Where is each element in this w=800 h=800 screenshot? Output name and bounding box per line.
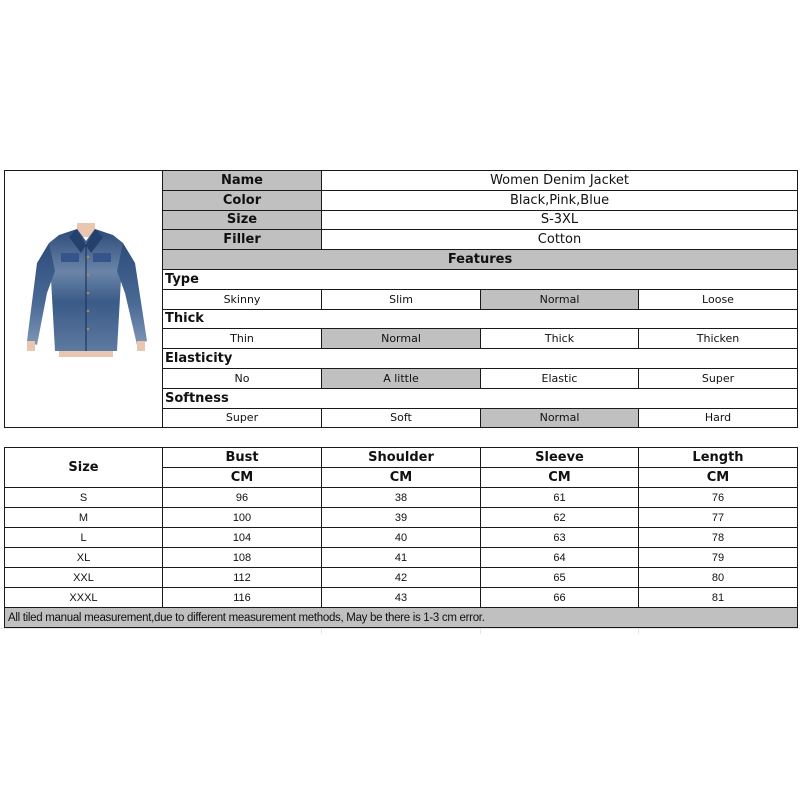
field-value-name: Women Denim Jacket [322,171,798,191]
column-header-shoulder: Shoulder [322,448,481,468]
sleeve-value: 62 [481,508,639,528]
length-value: 80 [639,568,798,588]
field-label-color: Color [163,190,322,210]
option-normal-selected: Normal [481,408,639,428]
field-value-filler: Cotton [322,230,798,250]
product-spec-table [4,170,798,428]
sheet-gridline [638,628,639,634]
sheet-gridline [480,628,481,634]
bust-value: 104 [163,528,322,548]
size-chart-table [4,447,798,628]
shoulder-value: 42 [322,568,481,588]
option-slim: Slim [322,289,481,309]
sheet-gridline [321,628,322,634]
option-hard: Hard [639,408,798,428]
unit-sleeve: CM [481,468,639,488]
sleeve-value: 64 [481,548,639,568]
feature-name-elasticity: Elasticity [163,349,798,369]
spec-row-name [5,171,798,191]
features-title: Features [163,250,798,270]
measurement-note-row [5,608,798,628]
field-value-size: S-3XL [322,210,798,230]
size-label: XXXL [5,588,163,608]
option-super: Super [163,408,322,428]
shoulder-value: 41 [322,548,481,568]
size-label: XXL [5,568,163,588]
option-loose: Loose [639,289,798,309]
field-label-name: Name [163,171,322,191]
size-column-header: Size [5,448,163,488]
option-a-little-selected: A little [322,368,481,388]
length-value: 76 [639,488,798,508]
table-row [5,588,798,608]
column-header-sleeve: Sleeve [481,448,639,468]
sleeve-value: 66 [481,588,639,608]
field-label-size: Size [163,210,322,230]
feature-name-thick: Thick [163,309,798,329]
sleeve-value: 65 [481,568,639,588]
option-soft: Soft [322,408,481,428]
table-row [5,528,798,548]
length-value: 81 [639,588,798,608]
option-no: No [163,368,322,388]
table-row [5,548,798,568]
column-header-bust: Bust [163,448,322,468]
option-thick: Thick [481,329,639,349]
length-value: 77 [639,508,798,528]
feature-name-softness: Softness [163,388,798,408]
shoulder-value: 39 [322,508,481,528]
option-elastic: Elastic [481,368,639,388]
size-label: L [5,528,163,548]
bust-value: 108 [163,548,322,568]
unit-length: CM [639,468,798,488]
option-skinny: Skinny [163,289,322,309]
table-row [5,488,798,508]
denim-jacket-image [19,223,153,383]
field-label-filler: Filler [163,230,322,250]
length-value: 78 [639,528,798,548]
sleeve-value: 63 [481,528,639,548]
option-normal-selected: Normal [481,289,639,309]
unit-shoulder: CM [322,468,481,488]
option-normal-selected: Normal [322,329,481,349]
unit-bust: CM [163,468,322,488]
sheet-gridline [0,628,800,629]
product-image-cell [5,171,163,428]
bust-value: 96 [163,488,322,508]
measurement-note: All tiled manual measurement,due to different measurement methods, May be there is 1-3 cm error. [5,608,798,628]
size-label: XL [5,548,163,568]
feature-name-type: Type [163,269,798,289]
table-row [5,508,798,528]
option-super: Super [639,368,798,388]
size-chart-header-row [5,448,798,468]
option-thin: Thin [163,329,322,349]
length-value: 79 [639,548,798,568]
bust-value: 100 [163,508,322,528]
shoulder-value: 40 [322,528,481,548]
size-label: S [5,488,163,508]
sleeve-value: 61 [481,488,639,508]
option-thicken: Thicken [639,329,798,349]
size-label: M [5,508,163,528]
bust-value: 112 [163,568,322,588]
field-value-color: Black,Pink,Blue [322,190,798,210]
shoulder-value: 43 [322,588,481,608]
shoulder-value: 38 [322,488,481,508]
table-row [5,568,798,588]
column-header-length: Length [639,448,798,468]
bust-value: 116 [163,588,322,608]
